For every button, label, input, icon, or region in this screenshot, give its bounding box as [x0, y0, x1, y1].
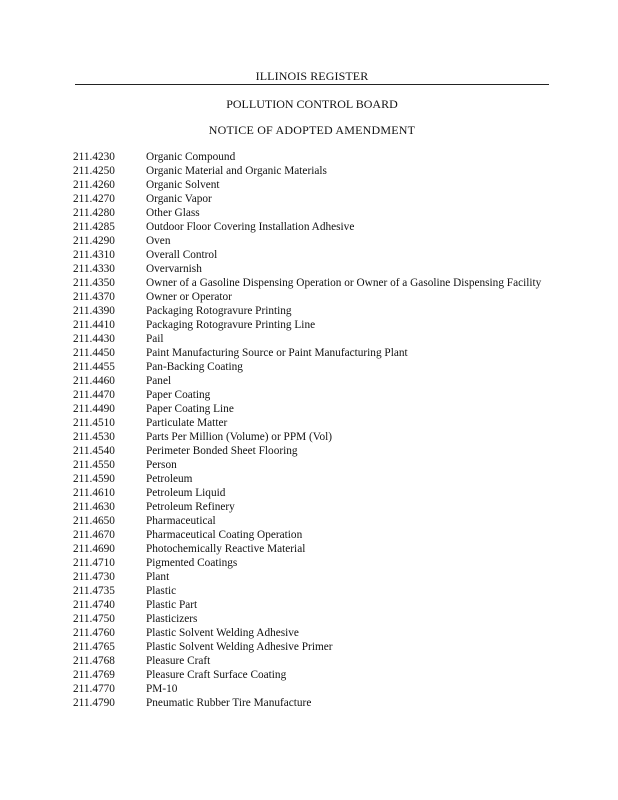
- section-row: [0, 458, 618, 472]
- section-number: 211.4280: [73, 207, 115, 219]
- section-row: [0, 584, 618, 598]
- section-row: [0, 500, 618, 514]
- section-row: [0, 206, 618, 220]
- section-term: Pharmaceutical Coating Operation: [146, 529, 303, 541]
- section-term: Other Glass: [146, 207, 200, 219]
- section-term: Pigmented Coatings: [146, 557, 238, 569]
- section-row: [0, 248, 618, 262]
- section-number: 211.4750: [73, 613, 115, 625]
- section-row: [0, 178, 618, 192]
- section-term: Owner of a Gasoline Dispensing Operation or Owner of a Gasoline Dispensing Facility: [146, 277, 542, 289]
- section-term: Petroleum Refinery: [146, 501, 235, 513]
- section-term: PM-10: [146, 683, 178, 695]
- section-row: [0, 682, 618, 696]
- section-term: Organic Material and Organic Materials: [146, 165, 327, 177]
- section-row: [0, 388, 618, 402]
- section-number: 211.4670: [73, 529, 115, 541]
- section-number: 211.4290: [73, 235, 115, 247]
- section-term: Organic Vapor: [146, 193, 212, 205]
- section-number: 211.4690: [73, 543, 115, 555]
- section-term: Oven: [146, 235, 171, 247]
- section-row: [0, 430, 618, 444]
- section-row: [0, 164, 618, 178]
- notice-title: NOTICE OF ADOPTED AMENDMENT: [208, 123, 416, 137]
- section-term: Packaging Rotogravure Printing: [146, 305, 292, 317]
- section-row: [0, 262, 618, 276]
- section-number: 211.4455: [73, 361, 115, 373]
- section-row: [0, 528, 618, 542]
- section-number: 211.4330: [73, 263, 115, 275]
- section-term: Plastic: [146, 585, 177, 597]
- section-term: Organic Solvent: [146, 179, 220, 191]
- section-row: [0, 444, 618, 458]
- section-term: Parts Per Million (Volume) or PPM (Vol): [146, 431, 332, 443]
- section-term: Owner or Operator: [146, 291, 232, 303]
- section-term: Photochemically Reactive Material: [146, 543, 306, 555]
- header-divider: [75, 84, 549, 85]
- section-row: [0, 486, 618, 500]
- section-term: Plasticizers: [146, 613, 198, 625]
- section-number: 211.4370: [73, 291, 115, 303]
- section-term: Perimeter Bonded Sheet Flooring: [146, 445, 298, 457]
- section-number: 211.4390: [73, 305, 115, 317]
- section-number: 211.4270: [73, 193, 115, 205]
- section-number: 211.4510: [73, 417, 115, 429]
- section-number: 211.4410: [73, 319, 115, 331]
- section-row: [0, 570, 618, 584]
- section-number: 211.4430: [73, 333, 115, 345]
- section-term: Pleasure Craft: [146, 655, 211, 667]
- section-number: 211.4540: [73, 445, 115, 457]
- section-number: 211.4730: [73, 571, 115, 583]
- section-list: [0, 150, 618, 710]
- section-row: [0, 192, 618, 206]
- section-number: 211.4735: [73, 585, 115, 597]
- section-term: Pail: [146, 333, 164, 345]
- section-term: Overvarnish: [146, 263, 202, 275]
- section-row: [0, 696, 618, 710]
- section-row: [0, 234, 618, 248]
- section-term: Panel: [146, 375, 172, 387]
- section-term: Paper Coating: [146, 389, 211, 401]
- section-row: [0, 640, 618, 654]
- section-row: [0, 472, 618, 486]
- section-row: [0, 402, 618, 416]
- section-number: 211.4350: [73, 277, 115, 289]
- section-row: [0, 276, 618, 290]
- section-number: 211.4770: [73, 683, 115, 695]
- section-number: 211.4790: [73, 697, 115, 709]
- section-number: 211.4530: [73, 431, 115, 443]
- section-term: Petroleum Liquid: [146, 487, 226, 499]
- section-term: Plastic Solvent Welding Adhesive Primer: [146, 641, 333, 653]
- section-row: [0, 668, 618, 682]
- section-term: Petroleum: [146, 473, 193, 485]
- section-number: 211.4250: [73, 165, 115, 177]
- section-row: [0, 626, 618, 640]
- section-number: 211.4710: [73, 557, 115, 569]
- section-number: 211.4550: [73, 459, 115, 471]
- section-row: [0, 654, 618, 668]
- section-row: [0, 318, 618, 332]
- section-row: [0, 290, 618, 304]
- section-row: [0, 542, 618, 556]
- section-number: 211.4740: [73, 599, 115, 611]
- section-term: Pneumatic Rubber Tire Manufacture: [146, 697, 312, 709]
- section-term: Organic Compound: [146, 151, 236, 163]
- register-title: ILLINOIS REGISTER: [255, 69, 369, 83]
- section-number: 211.4769: [73, 669, 115, 681]
- section-term: Overall Control: [146, 249, 218, 261]
- section-term: Pharmaceutical: [146, 515, 216, 527]
- section-row: [0, 304, 618, 318]
- section-number: 211.4310: [73, 249, 115, 261]
- section-term: Plastic Part: [146, 599, 198, 611]
- section-term: Plastic Solvent Welding Adhesive: [146, 627, 299, 639]
- section-number: 211.4760: [73, 627, 115, 639]
- section-number: 211.4765: [73, 641, 115, 653]
- section-row: [0, 220, 618, 234]
- section-number: 211.4230: [73, 151, 115, 163]
- section-row: [0, 556, 618, 570]
- section-row: [0, 150, 618, 164]
- section-number: 211.4260: [73, 179, 115, 191]
- section-term: Plant: [146, 571, 170, 583]
- section-number: 211.4460: [73, 375, 115, 387]
- section-row: [0, 514, 618, 528]
- section-term: Paper Coating Line: [146, 403, 234, 415]
- section-row: [0, 346, 618, 360]
- section-term: Outdoor Floor Covering Installation Adhesive: [146, 221, 355, 233]
- section-number: 211.4610: [73, 487, 115, 499]
- section-number: 211.4768: [73, 655, 115, 667]
- section-row: [0, 332, 618, 346]
- section-row: [0, 416, 618, 430]
- section-number: 211.4285: [73, 221, 115, 233]
- section-row: [0, 374, 618, 388]
- section-number: 211.4470: [73, 389, 115, 401]
- section-term: Person: [146, 459, 177, 471]
- section-term: Pan-Backing Coating: [146, 361, 243, 373]
- section-term: Packaging Rotogravure Printing Line: [146, 319, 316, 331]
- section-number: 211.4490: [73, 403, 115, 415]
- section-row: [0, 612, 618, 626]
- section-number: 211.4630: [73, 501, 115, 513]
- section-term: Particulate Matter: [146, 417, 228, 429]
- board-name: POLLUTION CONTROL BOARD: [226, 97, 398, 111]
- section-number: 211.4590: [73, 473, 115, 485]
- section-number: 211.4450: [73, 347, 115, 359]
- section-number: 211.4650: [73, 515, 115, 527]
- section-row: [0, 598, 618, 612]
- section-term: Paint Manufacturing Source or Paint Manufacturing Plant: [146, 347, 408, 359]
- section-row: [0, 360, 618, 374]
- section-term: Pleasure Craft Surface Coating: [146, 669, 287, 681]
